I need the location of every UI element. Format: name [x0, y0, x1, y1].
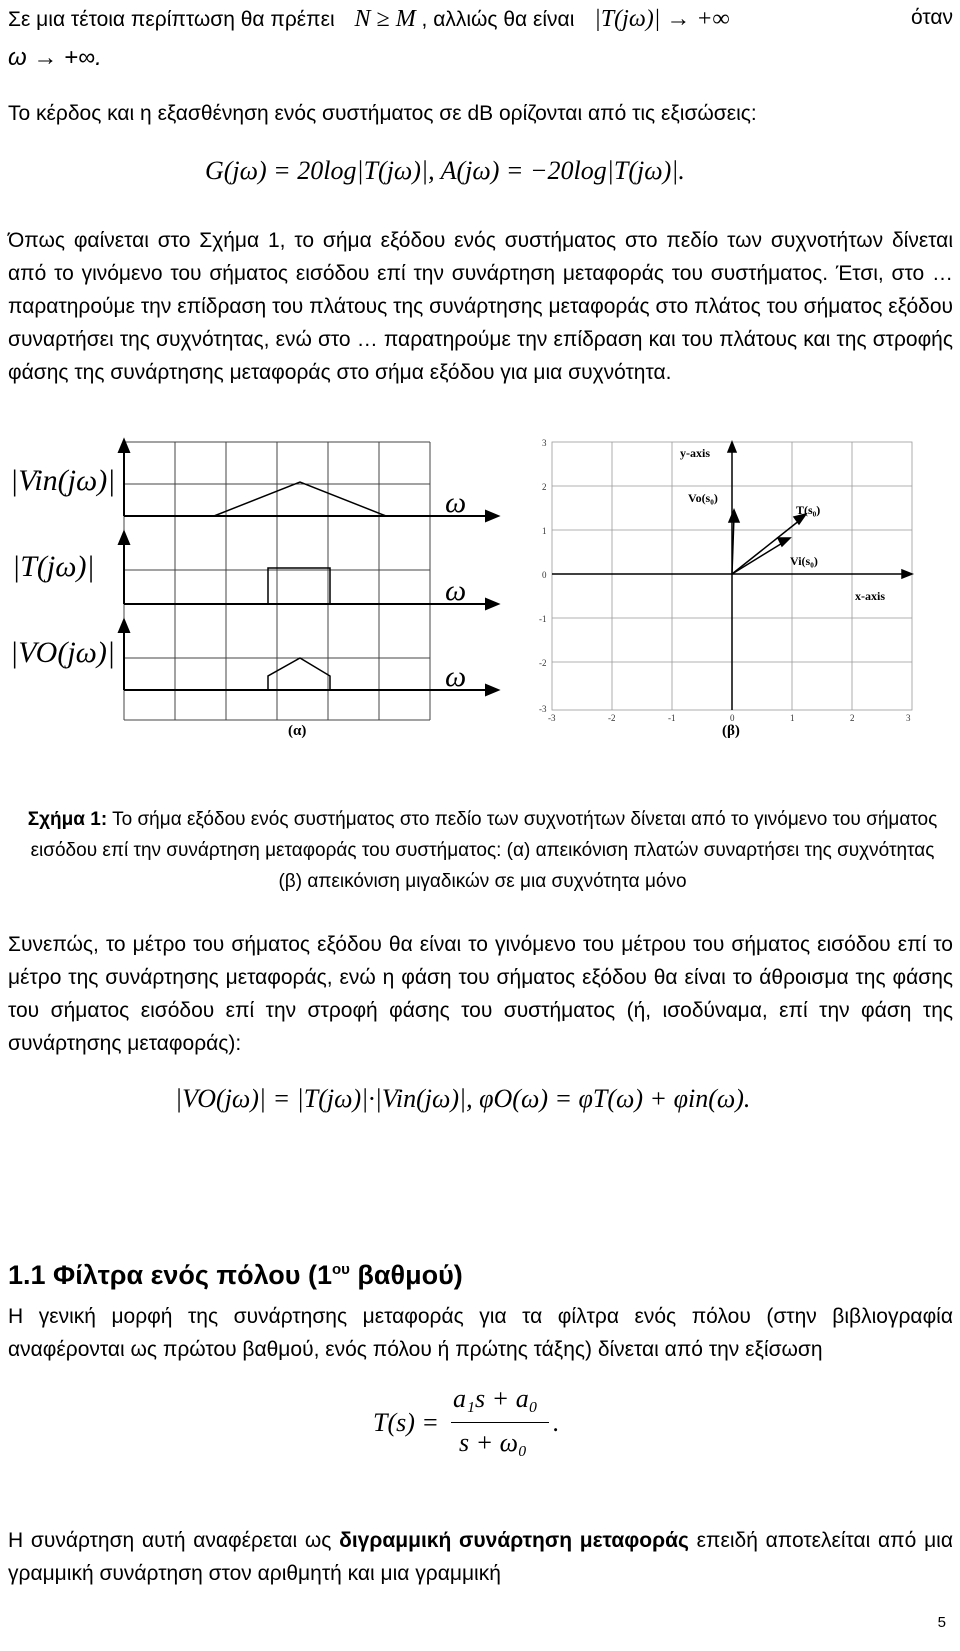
x-tick-6: 3	[906, 713, 911, 723]
caption-text: Το σήμα εξόδου ενός συστήματος στο πεδίο των συχνοτήτων δίνεται από το γινόμενο του σήματος εισόδου επί την συνάρτηση μεταφοράς του συστήματος: (α) απεικόνιση πλατών συναρτήσει της συχνότητας (β) απεικόνιση μιγαδικών σε μια συχνότητα μόνο	[30, 809, 938, 892]
y-tick-1: 2	[542, 482, 547, 492]
intro-text-3: όταν	[910, 6, 953, 29]
vi-label: Vi(s₀)	[790, 554, 818, 568]
intro-line-2: ω → +∞.	[8, 44, 102, 71]
page-number: 5	[937, 1614, 946, 1631]
output-equation: |VO(jω)| = |T(jω)|·|Vin(jω)|, φO(ω) = φT(ω) + φin(ω).	[175, 1084, 751, 1113]
y-tick-5: -2	[539, 658, 547, 668]
tf-numerator: a₁s + a₀	[453, 1384, 538, 1413]
y-tick-4: -1	[539, 614, 547, 624]
intro-condition: N ≥ M	[354, 6, 416, 32]
x-tick-0: -3	[548, 713, 556, 723]
figure-right-axes	[552, 442, 912, 710]
intro-line-1	[8, 6, 953, 33]
heading-sup: ου	[332, 1261, 350, 1278]
x-tick-4: 1	[790, 713, 795, 723]
omega-1: ω	[445, 486, 467, 519]
caption-label: Σχήμα 1:	[27, 809, 108, 830]
para4-post: επειδή αποτελείται από μια γραμμική συνάρτηση στον αριθμητή και μια γραμμική	[8, 1529, 953, 1585]
heading-post: βαθμού)	[349, 1260, 463, 1290]
x-tick-1: -2	[608, 713, 616, 723]
paragraph-4	[8, 1524, 953, 1590]
figure-left-grid	[124, 442, 430, 720]
section-heading	[8, 1260, 463, 1291]
paragraph-3: Η γενική μορφή της συνάρτησης μεταφοράς για τα φίλτρα ενός πόλου (στην βιβλιογραφία αναφέρονται ως πρώτου βαθμού, ενός πόλου ή πρώτης τάξης) δίνεται από την εξίσωση	[8, 1305, 953, 1361]
gain-text: Το κέρδος και η εξασθένηση ενός συστήματος σε dB ορίζονται από τις εξισώσεις:	[8, 102, 757, 125]
figure-1	[0, 430, 960, 750]
para4-pre: Η συνάρτηση αυτή αναφέρεται ως	[8, 1529, 340, 1552]
tf-fraction-bar	[451, 1422, 549, 1423]
tf-lhs: T(s) =	[373, 1408, 439, 1437]
paragraph-1: Όπως φαίνεται στο Σχήμα 1, το σήμα εξόδου ενός συστήματος στο πεδίο των συχνοτήτων δίνεται από το γινόμενο του σήματος εισόδου επί την συνάρτηση μεταφοράς του συστήματος. Έτσι, στο … παρατηρούμε την επίδραση του πλάτους της συνάρτησης μεταφοράς στο πλάτος του σήματος εξόδου συναρτήσει της συχνότητας, ενώ στο … παρατηρούμε την επίδραση και του πλάτους και της στροφής φάσης της συνάρτησης μεταφοράς στο σήμα εξόδου για μια συχνότητα.	[8, 229, 953, 384]
intro-expression: |T(jω)| → +∞	[594, 6, 730, 32]
gain-equation: G(jω) = 20log|T(jω)|, A(jω) = −20log|T(jω)|.	[205, 156, 685, 185]
para4-bold: διγραμμική συνάρτηση μεταφοράς	[339, 1529, 689, 1552]
vo-label: Vo(s₀)	[688, 491, 718, 505]
heading-pre: 1.1 Φίλτρα ενός πόλου (1	[8, 1260, 332, 1290]
intro-text-1: Σε μια τέτοια περίπτωση θα πρέπει	[8, 8, 335, 31]
label-vo: |VO(jω)|	[10, 636, 116, 669]
figure-caption	[20, 804, 945, 897]
paragraph-2: Συνεπώς, το μέτρο του σήματος εξόδου θα είναι το γινόμενο του μέτρου του σήματος εισόδου επί το μέτρο της συνάρτησης μεταφοράς, ενώ η φάση του σήματος εξόδου θα είναι το άθροισμα της φάσης του σήματος εισόδου επί την στροφή φάσης του συστήματος (ή, ισοδύναμα, επί την φάση της συνάρτησης μεταφοράς):	[8, 933, 953, 1055]
label-vin: |Vin(jω)|	[10, 464, 116, 497]
label-t: |T(jω)|	[12, 550, 95, 583]
y-tick-6: -3	[539, 704, 547, 714]
y-tick-3: 0	[542, 570, 547, 580]
y-tick-0: 3	[542, 438, 547, 448]
tf-denominator: s + ω₀	[459, 1428, 528, 1457]
vin-triangle	[214, 482, 386, 516]
t-label: T(s₀)	[796, 503, 821, 517]
omega-3: ω	[445, 660, 467, 693]
x-axis-label: x-axis	[855, 589, 885, 603]
x-tick-2: -1	[668, 713, 676, 723]
intro-text-2: , αλλιώς θα είναι	[421, 8, 575, 31]
y-axis-label: y-axis	[680, 446, 710, 460]
y-tick-2: 1	[542, 526, 547, 536]
omega-2: ω	[445, 574, 467, 607]
sublabel-a: (α)	[288, 723, 307, 739]
x-tick-3: 0	[730, 713, 735, 723]
x-tick-5: 2	[850, 713, 855, 723]
sublabel-b: (β)	[722, 723, 740, 739]
tf-end: .	[553, 1408, 560, 1437]
